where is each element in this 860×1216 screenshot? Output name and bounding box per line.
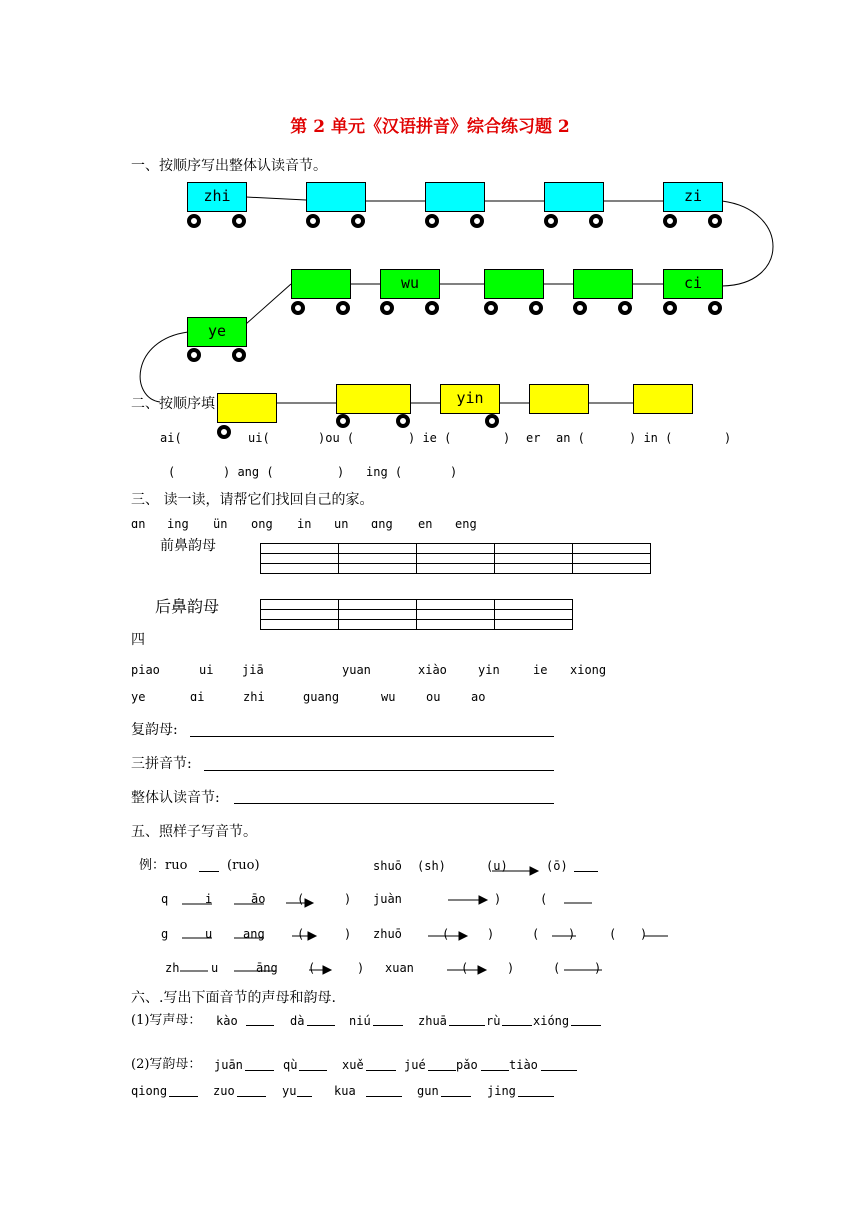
initial-q: q xyxy=(161,892,169,906)
paren-close: ) xyxy=(640,927,648,941)
fill-ang: ) ang ( xyxy=(223,465,274,479)
fill-an: an ( xyxy=(556,431,585,445)
syllable: pǎo xyxy=(456,1058,478,1072)
paren-close: ) xyxy=(357,961,365,975)
fill-ou: )ou ( xyxy=(318,431,355,445)
syllable: yuan xyxy=(342,663,371,677)
whole-syllable-label: 整体认读音节: xyxy=(131,790,220,806)
paren-open: ( xyxy=(532,927,540,941)
syllable: yu xyxy=(282,1084,297,1098)
paren-open: ( xyxy=(461,961,469,975)
medial-u: u xyxy=(205,927,213,941)
section1-heading: 一、按顺序写出整体认读音节。 xyxy=(131,158,327,174)
section5-heading: 五、照样子写音节。 xyxy=(131,824,257,840)
syllable: yin xyxy=(478,663,500,677)
paren-open: ( xyxy=(308,961,316,975)
syllable: jué xyxy=(404,1058,426,1072)
syllable: juān xyxy=(214,1058,243,1072)
final-ang: āng xyxy=(256,961,278,975)
paren-open: ( xyxy=(609,927,617,941)
fill-ing: ing ( xyxy=(366,465,403,479)
fill-close: ) xyxy=(503,431,511,445)
answer-line[interactable] xyxy=(502,1025,532,1026)
fill-ui: ui( xyxy=(248,431,270,445)
syllable: gun xyxy=(417,1084,439,1098)
syllable: zhi xyxy=(243,690,265,704)
answer-line[interactable] xyxy=(481,1070,509,1071)
initial-zh: zh xyxy=(165,961,180,975)
syllable: ui xyxy=(199,663,214,677)
fill-close: ) xyxy=(337,465,345,479)
paren-open: ( xyxy=(442,927,450,941)
wagon-ci: ci xyxy=(663,269,723,299)
letter: ɑn xyxy=(131,517,146,531)
section3-heading: 三、 读一读，请帮它们找回自己的家。 xyxy=(131,492,374,508)
letter: ɑng xyxy=(371,517,393,531)
letter: ün xyxy=(213,517,228,531)
answer-line[interactable] xyxy=(307,1025,335,1026)
answer-line[interactable] xyxy=(366,1070,396,1071)
medial-i: i xyxy=(205,892,213,906)
syllable: qiong xyxy=(131,1084,168,1098)
example-o: (ō) xyxy=(546,859,568,873)
paren-open: ( xyxy=(540,892,548,906)
answer-line[interactable] xyxy=(246,1025,274,1026)
answer-line[interactable] xyxy=(441,1096,471,1097)
wagon-yin: yin xyxy=(440,384,500,414)
answer-line[interactable] xyxy=(449,1025,485,1026)
wagon-wu: wu xyxy=(380,269,440,299)
fill-close: ) xyxy=(724,431,732,445)
letter: en xyxy=(418,517,433,531)
back-nasal-label: 后鼻韵母 xyxy=(155,597,220,616)
syllable-zhuo: zhuō xyxy=(373,927,402,941)
letter: ong xyxy=(251,517,273,531)
paren-close: ) xyxy=(344,927,352,941)
letter: in xyxy=(297,517,312,531)
syllable: tiào xyxy=(509,1058,538,1072)
fill-ai: ai( xyxy=(160,431,182,445)
syllable: jing xyxy=(487,1084,516,1098)
paren-open: ( xyxy=(297,927,305,941)
answer-line[interactable] xyxy=(518,1096,554,1097)
paren-close: ) xyxy=(494,892,502,906)
answer-line[interactable] xyxy=(366,1096,402,1097)
answer-line[interactable] xyxy=(373,1025,403,1026)
paren-open: ( xyxy=(553,961,561,975)
answer-line[interactable] xyxy=(299,1070,327,1071)
wagon-zhi: zhi xyxy=(187,182,247,212)
example-sh: (sh) xyxy=(417,859,446,873)
answer-line[interactable] xyxy=(571,1025,601,1026)
syllable: kua xyxy=(334,1084,356,1098)
fill-er: er xyxy=(526,431,541,445)
syllable: niú xyxy=(349,1014,371,1028)
answer-line[interactable] xyxy=(237,1096,266,1097)
syllable: dà xyxy=(290,1014,305,1028)
syllable: zhuā xyxy=(418,1014,447,1028)
syllable: kào xyxy=(216,1014,238,1028)
fill-in: ) in ( xyxy=(629,431,673,445)
syllable: ou xyxy=(426,690,441,704)
example-u: (u) xyxy=(486,859,508,873)
syllable: rù xyxy=(486,1014,501,1028)
letter: un xyxy=(334,517,349,531)
syllable-juan: juàn xyxy=(373,892,402,906)
syllable: jiā xyxy=(242,663,264,677)
page-title: 第 2 单元《汉语拼音》综合练习题 2 xyxy=(290,117,570,137)
fill-open: ( xyxy=(168,465,176,479)
section4-heading: 四 xyxy=(131,632,145,648)
syllable: ye xyxy=(131,690,146,704)
section2-heading: 二、按顺序填 xyxy=(131,396,215,412)
paren-close: ) xyxy=(594,961,602,975)
paren-close: ) xyxy=(507,961,515,975)
example-paren: (ruo) xyxy=(227,858,260,873)
syllable-xuan: xuan xyxy=(385,961,414,975)
paren-open: ( xyxy=(297,892,305,906)
part1-label: (1)写声母： xyxy=(131,1013,202,1028)
front-nasal-label: 前鼻韵母 xyxy=(160,538,216,554)
example-label: 例：ruo xyxy=(139,858,188,873)
letter: ing xyxy=(167,517,189,531)
answer-line[interactable] xyxy=(541,1070,577,1071)
medial-u: u xyxy=(211,961,219,975)
syllable: ao xyxy=(471,690,486,704)
paren-close: ) xyxy=(487,927,495,941)
syllable: xuě xyxy=(342,1058,364,1072)
syllable: ie xyxy=(533,663,548,677)
final-ao: āo xyxy=(251,892,266,906)
example-shuo: shuō xyxy=(373,859,402,873)
syllable: qù xyxy=(283,1058,298,1072)
letter: eng xyxy=(455,517,477,531)
paren-close: ) xyxy=(568,927,576,941)
syllable: xiong xyxy=(570,663,607,677)
answer-line[interactable] xyxy=(245,1070,274,1071)
syllable: zuo xyxy=(213,1084,235,1098)
section6-heading: 六、.写出下面音节的声母和韵母. xyxy=(131,990,336,1006)
fill-close: ) xyxy=(450,465,458,479)
fill-ie: ) ie ( xyxy=(408,431,452,445)
final-ang: ang xyxy=(243,927,265,941)
three-part-label: 三拼音节: xyxy=(131,756,192,772)
syllable: xióng xyxy=(533,1014,570,1028)
compound-finals-label: 复韵母: xyxy=(131,722,178,738)
paren-close: ) xyxy=(344,892,352,906)
answer-line[interactable] xyxy=(169,1096,198,1097)
wagon-zi: zi xyxy=(663,182,723,212)
answer-line[interactable] xyxy=(428,1070,456,1071)
part2-label: (2)写韵母： xyxy=(131,1057,202,1072)
syllable: ɑi xyxy=(190,690,205,704)
wagon-ye: ye xyxy=(187,317,247,347)
syllable: wu xyxy=(381,690,396,704)
syllable: guang xyxy=(303,690,340,704)
initial-g: g xyxy=(161,927,169,941)
syllable: piao xyxy=(131,663,160,677)
syllable: xiào xyxy=(418,663,447,677)
answer-line[interactable] xyxy=(297,1096,312,1097)
